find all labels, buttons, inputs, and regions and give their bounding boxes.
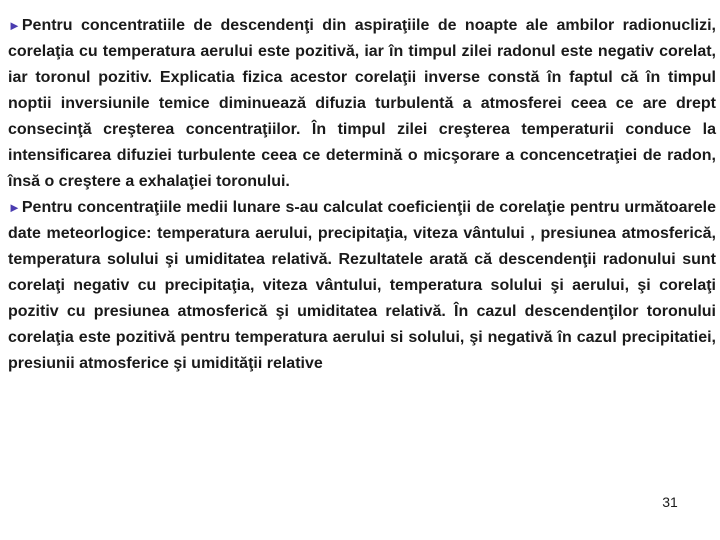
text-block [8,13,716,377]
bullet-arrow-icon: ► [8,200,21,215]
bullet-arrow-icon: ► [8,18,21,33]
paragraph-2-text: Pentru concentraţiile medii lunare s-au calculat coeficienţii de corelaţie pentru următoarele date meteorlogice: temperatura aerului, precipitaţia, viteza vântului , presiunea atmosferică, temperatura solului şi umiditatea relativă. Rezultatele arată că descendenţii radonului sunt corelaţi negativ cu precipitaţia, viteza vântului, temperatura solului şi aerului, şi corelaţi pozitiv cu presiunea atmosferică şi umiditatea relativă. În cazul descendenţilor toronului corelaţia este pozitivă pentru temperatura aerului si solului, şi negativă în cazul precipitatiei, presiunii atmosferice şi umidităţii relative [8,199,716,372]
paragraph-1-text: Pentru concentratiile de descendenţi din aspiraţiile de noapte ale ambilor radionuclizi, corelaţia cu temperatura aerului este pozitivă, iar în timpul zilei radonul este negativ corelat, iar toronul pozitiv. Explicatia fizica acestor corelaţii inverse constă în faptul că în timpul noptii inversiunile temice diminuează difuzia turbulentă a atmosferei ceea ce are drept consecinţă creşterea concentraţiilor. În timpul zilei creşterea temperaturii conduce la intensificarea difuziei turbulente ceea ce determină o micşorare a concencetraţiei de radon, însă o creştere a exhalaţiei toronului. [8,17,716,190]
paragraph-1 [8,13,716,195]
paragraph-2 [8,195,716,377]
page-number: 31 [662,494,678,510]
